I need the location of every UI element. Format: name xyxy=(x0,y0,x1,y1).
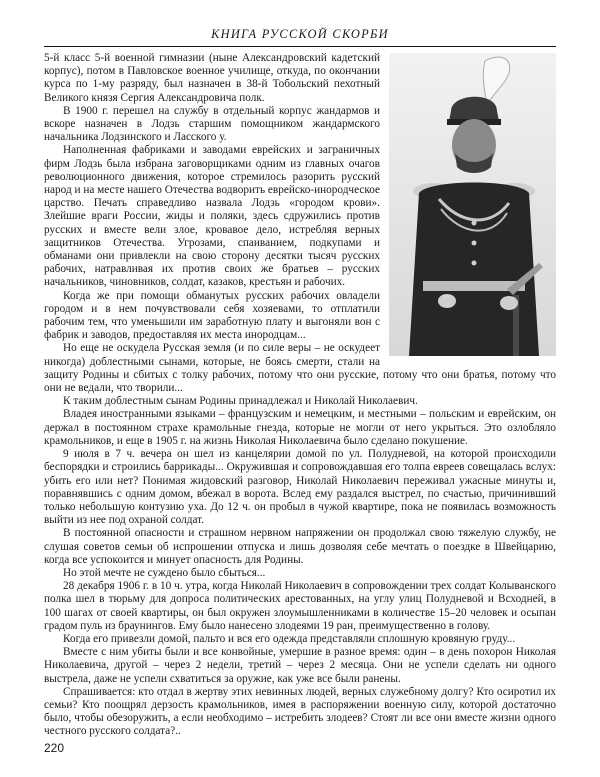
portrait-photo xyxy=(389,53,556,356)
paragraph: Но еще не оскудела Русская земля (и по силе веры – не оскудеет никогда) доблестными сынами, которые, не боясь смерти, стали на защиту Родины и сбитых с толку рабочих, потому что они русские, потому что они братья, потому что они не ведали, что творили... xyxy=(44,342,556,395)
paragraph: Владея иностранными языками – французским и немецким, и местными – польским и еврейским, он держал в постоянном страхе крамольные гнезда, которые не могли от него укрыться. Это озлобляло крамольников, и еще в 1905 г. на жизнь Николая Николаевича было сделано покушение. xyxy=(44,408,556,447)
paragraph: 28 декабря 1906 г. в 10 ч. утра, когда Николай Николаевич в сопровождении трех солдат Колыванского полка шел в тюрьму для допроса политических арестованных, на углу улиц Полудневой и Всходней, в 100 шагах от своей квартиры, он был окружен злоумышленниками в количестве 15–20 человек и осыпан градом пуль из браунингов. Ему было нанесено злодеями 19 ран, преимущественно в голову. xyxy=(44,580,556,632)
running-header-title: КНИГА РУССКОЙ СКОРБИ xyxy=(211,27,389,41)
paragraph: Когда его привезли домой, пальто и вся его одежда представляли сплошную кровяную груду... xyxy=(63,632,516,645)
paragraph: К таким доблестным сынам Родины принадлежал и Николай Николаевич. xyxy=(63,395,418,408)
portrait-photo-icon xyxy=(389,53,556,356)
paragraph: 5-й класс 5-й военной гимназии (ныне Александровский кадетский корпус), потом в Павловское военное училище, откуда, по окончании курса по 1-му разряду, был назначен в 38-й Тобольский пехотный Великого князя Сергия Александровича полк. xyxy=(44,52,380,104)
paragraph: В постоянной опасности и страшном нервном напряжении он продолжал свою тяжелую службу, не слушая советов семьи об испрошении отпуска и лишь дозволяя себе мечтать о поездке в Швейцарию, когда все успокоится и минует опасность для Родины. xyxy=(44,527,556,566)
paragraph: В 1900 г. перешел на службу в отдельный корпус жандармов и вскоре назначен в Лодзь старшим помощником жандармского начальника Лодзинского и Ласского у. xyxy=(44,104,380,144)
paragraph: Вместе с ним убиты были и все конвойные, умершие в разное время: один – в день похорон Николая Николаевича, другой – через 2 недели, третий – через 2 месяца. Они не успели сделать ни одного выстрела, даже не успели схватиться за оружие, как уже все были ранены. xyxy=(44,646,556,685)
paragraph: Но этой мечте не суждено было сбыться... xyxy=(63,566,266,579)
paragraph: Спрашивается: кто отдал в жертву этих невинных людей, верных служебному долгу? Кто осиротил их семьи? Кто поощрял дерзость крамольников, имея в распоряжении военную силу, которой достаточно было, чтобы обезоружить, а если необходимо – истребить злодеев? Стоят ли все они вместе жизни одного честного русского солдата?.. xyxy=(44,685,556,738)
paragraph: Когда же при помощи обманутых русских рабочих овладели городом и в нем почувствовали себя хозяевами, то отплатили рабочим тем, что уменьшили им заработную плату и выгоняли вон с фабрик и заводов, предоставляя их места инородцам... xyxy=(44,289,380,342)
paragraph: Наполненная фабриками и заводами еврейских и заграничных фирм Лодзь была избрана заговорщиками одним из главных очагов революционного движения, которое стремилось разорить русский народ и на месте нашего Отечества водворить еврейско-инородческое царство. Печать справедливо назвала Лодзь «городом крови». Злейшие враги России, жиды и поляки, здесь сдружились против русских и вместе вели злое, кровавое дело, истребляя верных защитников Отечества. Угрозами, спаиванием, подкупами и обманами они привлекли на свою сторону десятки тысяч русских рабочих, натравливая их против своих же братьев – русских начальников, чиновников, солдат, казаков, крестьян и рабочих. xyxy=(44,144,380,289)
page-body xyxy=(44,52,556,739)
running-header xyxy=(44,24,556,47)
page-number: 220 xyxy=(44,741,65,755)
paragraph: 9 июля в 7 ч. вечера он шел из канцелярии домой по ул. Полудневой, на которой происходили беспорядки и строились баррикады... Окружившая и сопровождавшая его толпа евреев совещалась вслух: убить его или нет? Понимая жидовский разговор, Николай Николаевич переживал ужасные минуты и, поравнявшись с одним домом, вбежал в ворота. Вслед ему раздался выстрел, по счастью, причинивший только небольшую контузию уха. До 12 ч. он пробыл в чужой квартире, пока не появилась возможность выйти из нее под охраной солдат. xyxy=(44,448,556,527)
